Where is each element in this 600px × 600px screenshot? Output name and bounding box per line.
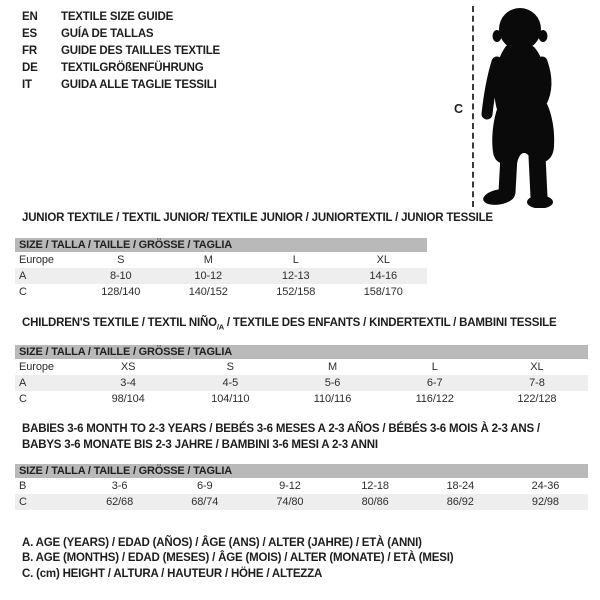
table-cell: M <box>327 361 338 373</box>
row-label: C <box>19 496 27 508</box>
table-cell: L <box>431 361 438 373</box>
footnotes <box>22 536 453 582</box>
table-cell: M <box>203 254 213 266</box>
table-cell: 140/152 <box>188 286 228 298</box>
row-label: Europe <box>19 361 54 373</box>
table-cell: 62/68 <box>106 496 134 508</box>
row-label: B <box>19 480 27 492</box>
table-cell: 104/110 <box>211 393 250 405</box>
junior-size-table <box>15 238 427 300</box>
table-row <box>15 359 588 375</box>
table-cell: S <box>117 254 125 266</box>
table-cell: XL <box>530 361 544 373</box>
table-row <box>15 494 588 510</box>
size-header-bar: SIZE / TALLA / TAILLE / GRÖSSE / TAGLIA <box>15 464 588 478</box>
children-title-part: / TEXTILE DES ENFANTS / KINDERTEXTIL / BAMBINI TESSILE <box>223 317 557 329</box>
height-measure-dashed-line <box>472 6 474 207</box>
table-row <box>15 391 588 407</box>
table-cell: 4-5 <box>222 377 239 389</box>
babies-title-line2: BABYS 3-6 MONATE BIS 2-3 JAHRE / BAMBINI 3-6 MESI A 2-3 ANNI <box>22 438 378 451</box>
table-cell: 7-8 <box>529 377 545 389</box>
language-row-it <box>22 77 220 94</box>
table-cell: 128/140 <box>101 286 141 298</box>
table-cell: 98/104 <box>111 393 145 405</box>
table-cell: 152/158 <box>276 286 316 298</box>
table-cell: XL <box>376 254 390 266</box>
baby-silhouette <box>479 6 575 208</box>
table-row <box>15 284 427 300</box>
table-cell: 6-7 <box>426 377 443 389</box>
table-cell: 86/92 <box>446 496 474 508</box>
row-label: C <box>19 393 27 405</box>
table-cell: 74/80 <box>276 496 304 508</box>
language-title: TEXTILE SIZE GUIDE <box>61 11 174 23</box>
children-size-table <box>15 345 588 407</box>
size-header-bar: SIZE / TALLA / TAILLE / GRÖSSE / TAGLIA <box>15 238 427 252</box>
row-label: A <box>19 377 27 389</box>
language-code: DE <box>22 62 38 74</box>
table-cell: 110/116 <box>313 393 352 405</box>
language-code: ES <box>22 28 37 40</box>
footnote-c: C. (cm) HEIGHT / ALTURA / HAUTEUR / HÖHE / ALTEZZA <box>22 567 323 580</box>
language-row-es <box>22 26 220 43</box>
table-cell: 12-13 <box>281 270 310 282</box>
children-title-subscript: /A <box>216 322 224 332</box>
table-cell: 3-6 <box>111 480 128 492</box>
table-cell: 24-36 <box>531 480 560 492</box>
children-title-part: CHILDREN'S TEXTILE / TEXTIL NIÑO <box>22 317 217 329</box>
language-guide-list <box>22 9 220 94</box>
table-cell: 3-4 <box>120 377 136 389</box>
table-cell: XS <box>120 361 136 373</box>
table-cell: 122/128 <box>517 393 557 405</box>
table-cell: S <box>226 361 234 373</box>
language-title: GUÍA DE TALLAS <box>61 28 154 40</box>
table-row <box>15 252 427 268</box>
language-row-de <box>22 60 220 77</box>
table-cell: 158/170 <box>363 286 403 298</box>
table-cell: 12-18 <box>361 480 389 492</box>
language-code: FR <box>22 45 37 57</box>
row-label: C <box>19 286 27 298</box>
language-code: IT <box>22 79 32 91</box>
table-cell: L <box>292 254 299 266</box>
children-section-title <box>22 317 556 331</box>
footnote-b: B. AGE (MONTHS) / EDAD (MESES) / ÂGE (MOIS) / ALTER (MONATE) / ETÀ (MESI) <box>22 552 454 565</box>
language-title: TEXTILGRÖßENFÜHRUNG <box>61 62 204 74</box>
language-row-en <box>22 9 220 26</box>
height-measure-label: C <box>454 102 464 116</box>
table-cell: 18-24 <box>446 480 475 492</box>
table-cell: 6-9 <box>196 480 213 492</box>
table-cell: 14-16 <box>369 270 398 282</box>
babies-section-title <box>22 422 540 453</box>
junior-section-title: JUNIOR TEXTILE / TEXTIL JUNIOR/ TEXTILE JUNIOR / JUNIORTEXTIL / JUNIOR TESSILE <box>22 212 493 224</box>
babies-title-line1: BABIES 3-6 MONTH TO 2-3 YEARS / BEBÉS 3-6 MESES A 2-3 AÑOS / BÉBÉS 3-6 MOIS À 2-3 ANS / <box>22 423 540 435</box>
language-row-fr <box>22 43 220 60</box>
table-row <box>15 375 588 391</box>
language-title: GUIDE DES TAILLES TEXTILE <box>61 45 220 57</box>
table-row <box>15 478 588 494</box>
table-cell: 9-12 <box>279 480 301 492</box>
table-cell: 68/74 <box>191 496 219 508</box>
row-label: A <box>19 270 27 282</box>
language-title: GUIDA ALLE TAGLIE TESSILI <box>61 79 217 91</box>
table-cell: 8-10 <box>109 270 132 282</box>
language-code: EN <box>22 11 38 23</box>
size-header-bar: SIZE / TALLA / TAILLE / GRÖSSE / TAGLIA <box>15 345 588 359</box>
table-cell: 5-6 <box>324 377 341 389</box>
table-cell: 80/86 <box>361 496 389 508</box>
footnote-a: A. AGE (YEARS) / EDAD (AÑOS) / ÂGE (ANS) / ALTER (JAHRE) / ETÀ (ANNI) <box>22 537 422 549</box>
table-cell: 116/122 <box>415 393 454 405</box>
table-cell: 10-12 <box>194 270 223 282</box>
table-cell: 92/98 <box>531 496 559 508</box>
babies-size-table <box>15 464 588 510</box>
table-row <box>15 268 427 284</box>
row-label: Europe <box>19 254 54 266</box>
